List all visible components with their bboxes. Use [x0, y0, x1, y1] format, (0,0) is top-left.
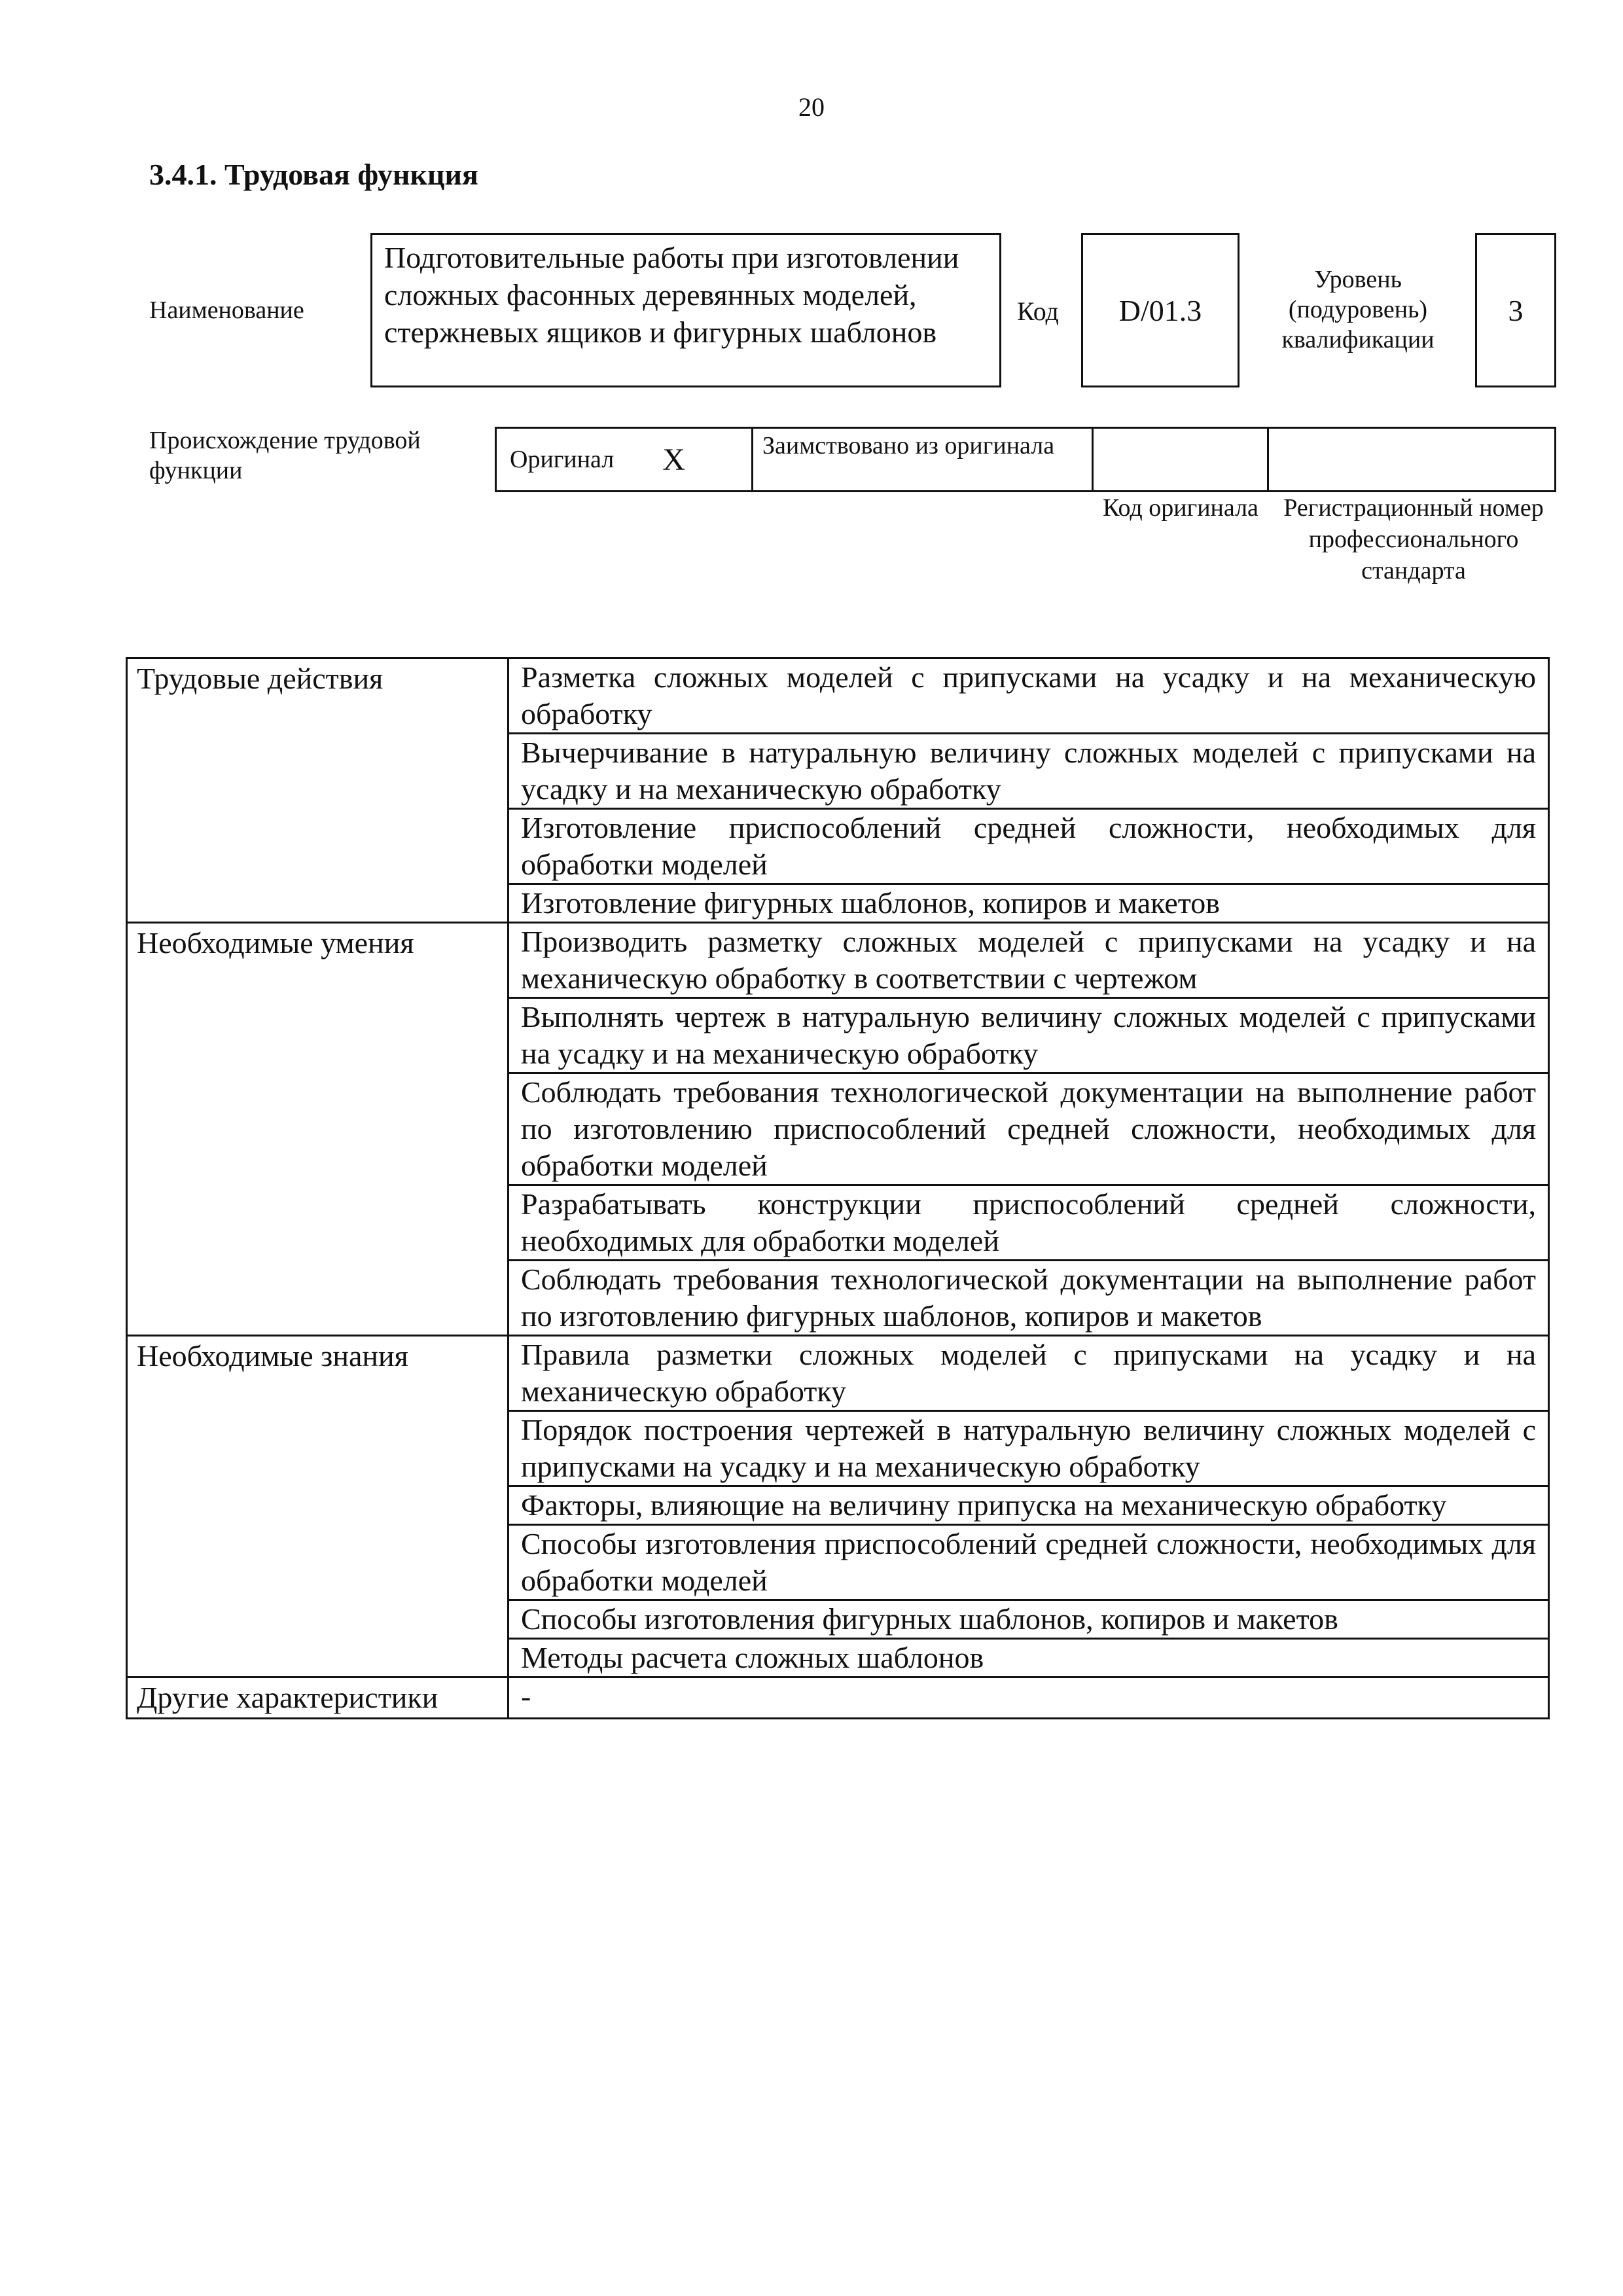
item-cell: Правила разметки сложных моделей с припусками на усадку и на механическую обработку	[508, 1336, 1549, 1411]
competency-table	[126, 657, 1550, 1719]
reg-number-label: Регистрационный номер профессионального стандарта	[1283, 494, 1544, 584]
item-cell: Изготовление приспособлений средней сложности, необходимых для обработки моделей	[508, 809, 1549, 884]
reg-number-cell	[1269, 429, 1554, 490]
level-value: 3	[1508, 293, 1524, 327]
code-value: D/01.3	[1118, 293, 1202, 327]
level-label: Уровень (подуровень) квалификации	[1281, 266, 1435, 353]
original-mark: X	[662, 442, 685, 477]
item-cell: Порядок построения чертежей в натуральную величину сложных моделей с припусками на усадку и на механическую обработку	[508, 1411, 1549, 1486]
item-cell: Вычерчивание в натуральную величину сложных моделей с припусками на усадку и на механическую обработку	[508, 734, 1549, 809]
item-cell: Разметка сложных моделей с припусками на усадку и на механическую обработку	[508, 658, 1549, 734]
category-cell: Трудовые действия	[127, 658, 508, 923]
borrowed-label: Заимствовано из оригинала	[762, 432, 1055, 459]
table-row	[127, 923, 1549, 998]
category-cell: Необходимые знания	[127, 1336, 508, 1677]
item-cell: Соблюдать требования технологической документации на выполнение работ по изготовлению приспособлений средней сложности, необходимых для обработки моделей	[508, 1073, 1549, 1185]
item-cell: Производить разметку сложных моделей с припусками на усадку и на механическую обработку в соответствии с чертежом	[508, 923, 1549, 998]
item-cell: Методы расчета сложных шаблонов	[508, 1639, 1549, 1677]
table-row	[127, 1677, 1549, 1719]
item-cell: Способы изготовления фигурных шаблонов, копиров и макетов	[508, 1600, 1549, 1639]
original-label: Оригинал	[510, 446, 615, 473]
code-original-cell	[1094, 429, 1269, 490]
origin-original-cell	[497, 429, 753, 490]
code-original-label: Код оригинала	[1103, 494, 1258, 522]
origin-row	[495, 427, 1556, 492]
page-number: 20	[798, 92, 825, 122]
category-cell: Необходимые умения	[127, 923, 508, 1336]
level-value-box	[1475, 233, 1556, 387]
table-row	[127, 658, 1549, 734]
item-cell: -	[508, 1677, 1549, 1719]
name-label: Наименование	[149, 296, 304, 324]
item-cell: Факторы, влияющие на величину припуска на механическую обработку	[508, 1486, 1549, 1525]
item-cell: Выполнять чертеж в натуральную величину сложных моделей с припусками на усадку и на механическую обработку	[508, 998, 1549, 1073]
code-label: Код	[1017, 296, 1059, 326]
name-value-box	[370, 233, 1001, 387]
item-cell: Соблюдать требования технологической документации на выполнение работ по изготовлению фигурных шаблонов, копиров и макетов	[508, 1261, 1549, 1336]
item-cell: Изготовление фигурных шаблонов, копиров и макетов	[508, 884, 1549, 923]
origin-label: Происхождение трудовой функции	[149, 427, 421, 484]
item-cell: Способы изготовления приспособлений средней сложности, необходимых для обработки моделей	[508, 1525, 1549, 1600]
code-value-box	[1081, 233, 1240, 387]
table-row	[127, 1336, 1549, 1411]
section-title: 3.4.1. Трудовая функция	[149, 158, 478, 191]
category-cell: Другие характеристики	[127, 1677, 508, 1719]
borrowed-cell	[753, 429, 1094, 490]
item-cell: Разрабатывать конструкции приспособлений средней сложности, необходимых для обработки моделей	[508, 1185, 1549, 1261]
name-value: Подготовительные работы при изготовлении сложных фасонных деревянных моделей, стержневых ящиков и фигурных шаблонов	[384, 241, 959, 349]
